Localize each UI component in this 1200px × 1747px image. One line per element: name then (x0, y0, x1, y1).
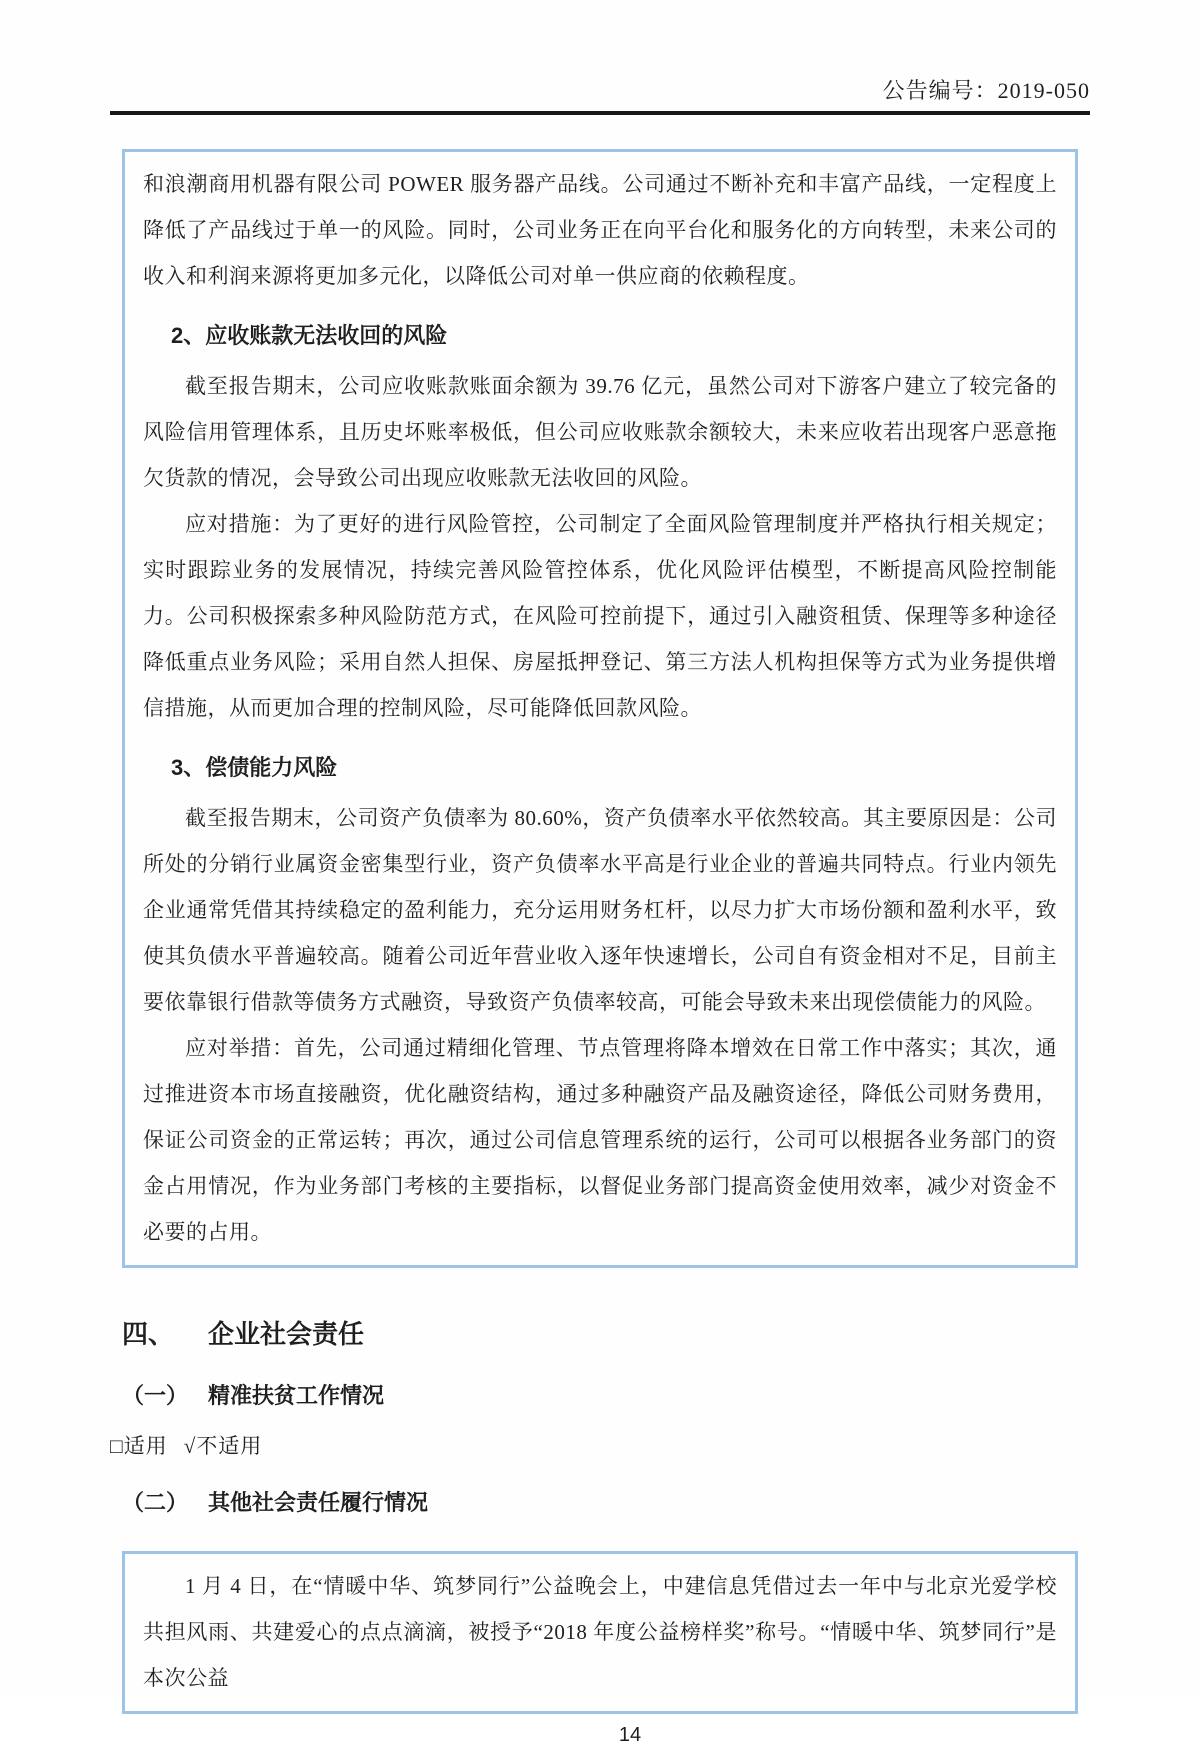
paragraph-solvency-risk: 截至报告期末，公司资产负债率为 80.60%，资产负债率水平依然较高。其主要原因是：公司所处的分销行业属资金密集型行业，资产负债率水平高是行业企业的普遍共同特点。行业内领先企业通常凭借其持续稳定的盈利能力，充分运用财务杠杆，以尽力扩大市场份额和盈利水平，致使其负债水平普遍较高。随着公司近年营业收入逐年快速增长，公司自有资金相对不足，目前主要依靠银行借款等债务方式融资，导致资产负债率较高，可能会导致未来出现偿债能力的风险。 (143, 806, 1057, 1014)
announcement-number: 公告编号：2019-050 (882, 78, 1090, 103)
checkmark-icon: √ (183, 1434, 197, 1458)
subsection-number: （一） (122, 1383, 189, 1408)
csr-section-box (122, 1551, 1078, 1714)
subsection-title: 精准扶贫工作情况 (208, 1383, 385, 1408)
paragraph-receivables-risk: 截至报告期末，公司应收账款账面余额为 39.76 亿元，虽然公司对下游客户建立了较完备的风险信用管理体系，且历史坏账率极低，但公司应收账款余额较大，未来应收若出现客户恶意拖欠货款的情况，会导致公司出现应收账款无法收回的风险。 (143, 374, 1057, 490)
heading-solvency-risk: 3、偿债能力风险 (171, 755, 338, 780)
section-title: 企业社会责任 (208, 1319, 365, 1349)
page-number: 14 (618, 1724, 642, 1746)
applicability-row (110, 1430, 1090, 1460)
section-number: 四、 (122, 1319, 175, 1349)
risk-section-box (122, 149, 1078, 1268)
paragraph-charity-event: 1 月 4 日，在“情暖中华、筑梦同行”公益晚会上，中建信息凭借过去一年中与北京光爱学校共担风雨、共建爱心的点点滴滴，被授予“2018 年度公益榜样奖”称号。“情暖中华、筑梦同行”是本次公益 (143, 1574, 1057, 1690)
paragraph-solvency-measures: 应对举措：首先，公司通过精细化管理、节点管理将降本增效在日常工作中落实；其次，通过推进资本市场直接融资，优化融资结构，通过多种融资产品及融资途径，降低公司财务费用，保证公司资金的正常运转；再次，通过公司信息管理系统的运行，公司可以根据各业务部门的资金占用情况，作为业务部门考核的主要指标，以督促业务部门提高资金使用效率，减少对资金不必要的占用。 (143, 1036, 1057, 1244)
subsection-heading-poverty (110, 1379, 1090, 1410)
section-heading-csr (110, 1314, 1090, 1351)
subsection-number: （二） (122, 1490, 189, 1515)
checkbox-unchecked-icon: □ (110, 1434, 124, 1458)
subsection-title: 其他社会责任履行情况 (208, 1490, 429, 1515)
paragraph-carryover: 和浪潮商用机器有限公司 POWER 服务器产品线。公司通过不断补充和丰富产品线，一定程度上降低了产品线过于单一的风险。同时，公司业务正在向平台化和服务化的方向转型，未来公司的收入和利润来源将更加多元化，以降低公司对单一供应商的依赖程度。 (143, 172, 1057, 288)
applicable-label: 适用 (123, 1434, 168, 1458)
header-rule (110, 111, 1090, 115)
page-header (110, 0, 1090, 105)
paragraph-receivables-measures: 应对措施：为了更好的进行风险管控，公司制定了全面风险管理制度并严格执行相关规定；实时跟踪业务的发展情况，持续完善风险管控体系，优化风险评估模型，不断提高风险控制能力。公司积极探索多种风险防范方式，在风险可控前提下，通过引入融资租赁、保理等多种途径降低重点业务风险；采用自然人担保、房屋抵押登记、第三方法人机构担保等方式为业务提供增信措施，从而更加合理的控制风险，尽可能降低回款风险。 (143, 512, 1057, 720)
subsection-heading-other-csr (110, 1486, 1090, 1517)
not-applicable-label: 不适用 (196, 1434, 263, 1458)
heading-receivables-risk: 2、应收账款无法收回的风险 (171, 323, 448, 348)
